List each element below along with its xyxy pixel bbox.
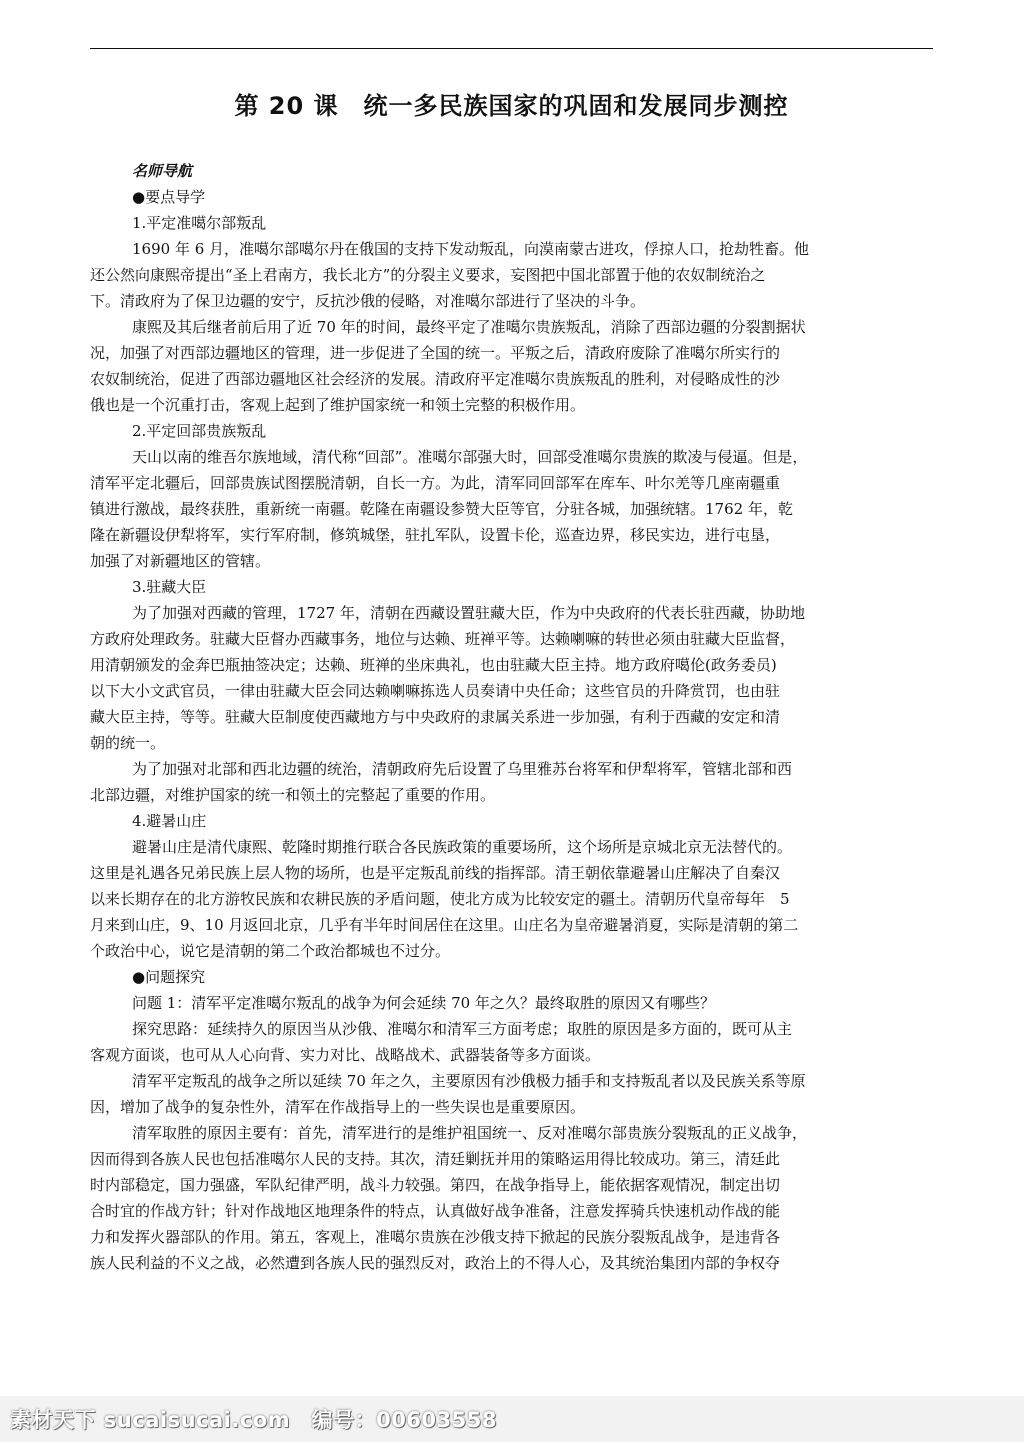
- paragraph-line: 下。清政府为了保卫边疆的安宁，反抗沙俄的侵略，对准噶尔部进行了坚决的斗争。: [90, 292, 646, 310]
- paragraph-line: 俄也是一个沉重打击，客观上起到了维护国家统一和领土完整的积极作用。: [90, 396, 586, 414]
- section-heading: 3.驻藏大臣: [132, 578, 207, 596]
- document-body: [90, 158, 935, 1276]
- paragraph-line: 康熙及其后继者前后用了近 70 年的时间，最终平定了准噶尔贵族叛乱，消除了西部边疆的分裂割据状: [132, 318, 806, 336]
- paragraph-line: 方政府处理政务。驻藏大臣督办西藏事务，地位与达赖、班禅平等。达赖喇嘛的转世必须由驻藏大臣监督，: [90, 630, 796, 648]
- watermark-text: 素材天下 sucaisucai.com 编号：00603558: [10, 1408, 497, 1432]
- paragraph-line: 清军平定北疆后，回部贵族试图摆脱清朝，自长一方。为此，清军同回部军在库车、叶尔羌等几座南疆重: [90, 474, 781, 492]
- bullet-heading: ●要点导学: [132, 188, 206, 206]
- paragraph-line: 合时宜的作战方针；针对作战地区地理条件的特点，认真做好战争准备，注意发挥骑兵快速机动作战的能: [90, 1202, 781, 1220]
- paragraph-line: 镇进行激战，最终获胜，重新统一南疆。乾隆在南疆设参赞大臣等官，分驻各城，加强统辖。1762 年，乾: [90, 500, 793, 518]
- paragraph-line: 月来到山庄，9、10 月返回北京，几乎有半年时间居住在这里。山庄名为皇帝避暑消夏，实际是清朝的第二: [90, 916, 799, 934]
- paragraph-line: 用清朝颁发的金奔巴瓶抽签决定；达赖、班禅的坐床典礼，也由驻藏大臣主持。地方政府噶伦(政务委员): [90, 656, 777, 674]
- paragraph-line: 还公然向康熙帝提出“圣上君南方，我长北方”的分裂主义要求，妄图把中国北部置于他的农奴制统治之: [90, 266, 766, 284]
- paragraph-line: 因，增加了战争的复杂性外，清军在作战指导上的一些失误也是重要原因。: [90, 1098, 586, 1116]
- section-heading: 4.避暑山庄: [132, 812, 207, 830]
- paragraph-line: 北部边疆，对维护国家的统一和领土的完整起了重要的作用。: [90, 786, 496, 804]
- section-label: 名师导航: [132, 162, 193, 180]
- bullet-heading: ●问题探究: [132, 968, 206, 986]
- paragraph-line: 时内部稳定，国力强盛，军队纪律严明，战斗力较强。第四，在战争指导上，能依据客观情况，制定出切: [90, 1176, 781, 1194]
- paragraph-line: 这里是礼遇各兄弟民族上层人物的场所，也是平定叛乱前线的指挥部。清王朝依靠避暑山庄解决了自秦汉: [90, 864, 781, 882]
- paragraph-line: 力和发挥火器部队的作用。第五，客观上，准噶尔贵族在沙俄支持下掀起的民族分裂叛乱战争，是违背各: [90, 1228, 781, 1246]
- paragraph-line: 况，加强了对西部边疆地区的管理，进一步促进了全国的统一。平叛之后，清政府废除了准噶尔所实行的: [90, 344, 781, 362]
- paragraph-line: 因而得到各族人民也包括准噶尔人民的支持。其次，清廷剿抚并用的策略运用得比较成功。第三，清廷此: [90, 1150, 781, 1168]
- paragraph-line: 清军平定叛乱的战争之所以延续 70 年之久，主要原因有沙俄极力插手和支持叛乱者以及民族关系等原: [132, 1072, 806, 1090]
- question-line: 问题 1：清军平定准噶尔叛乱的战争为何会延续 70 年之久？最终取胜的原因又有哪些？: [132, 994, 715, 1012]
- paragraph-line: 为了加强对北部和西北边疆的统治，清朝政府先后设置了乌里雅苏台将军和伊犁将军，管辖北部和西: [132, 760, 793, 778]
- paragraph-line: 以来长期存在的北方游牧民族和农耕民族的矛盾问题，使北方成为比较安定的疆土。清朝历代皇帝每年 5: [90, 890, 790, 908]
- section-heading: 1.平定准噶尔部叛乱: [132, 214, 267, 232]
- page-title: 第 20 课 统一多民族国家的巩固和发展同步测控: [234, 92, 789, 120]
- paragraph-line: 族人民利益的不义之战，必然遭到各族人民的强烈反对，政治上的不得人心，及其统治集团内部的争权夺: [90, 1254, 781, 1272]
- paragraph-line: 农奴制统治，促进了西部边疆地区社会经济的发展。清政府平定准噶尔贵族叛乱的胜利，对侵略成性的沙: [90, 370, 781, 388]
- paragraph-line: 1690 年 6 月，准噶尔部噶尔丹在俄国的支持下发动叛乱，向漠南蒙古进攻，俘掠人口，抢劫牲畜。他: [132, 240, 810, 258]
- paragraph-line: 避暑山庄是清代康熙、乾隆时期推行联合各民族政策的重要场所，这个场所是京城北京无法替代的。: [132, 838, 793, 856]
- watermark-bar: [0, 1396, 1024, 1442]
- paragraph-line: 探究思路：延续持久的原因当从沙俄、准噶尔和清军三方面考虑；取胜的原因是多方面的，既可从主: [132, 1020, 793, 1038]
- top-rule: [90, 48, 933, 49]
- paragraph-line: 天山以南的维吾尔族地域，清代称“回部”。准噶尔部强大时，回部受准噶尔贵族的欺凌与侵逼。但是，: [132, 448, 808, 466]
- paragraph-line: 加强了对新疆地区的管辖。: [90, 552, 271, 570]
- section-heading: 2.平定回部贵族叛乱: [132, 422, 267, 440]
- paragraph-line: 朝的统一。: [90, 734, 166, 752]
- paragraph-line: 为了加强对西藏的管理，1727 年，清朝在西藏设置驻藏大臣，作为中央政府的代表长驻西藏，协助地: [132, 604, 805, 622]
- paragraph-line: 清军取胜的原因主要有：首先，清军进行的是维护祖国统一、反对准噶尔部贵族分裂叛乱的正义战争，: [132, 1124, 808, 1142]
- paragraph-line: 以下大小文武官员，一律由驻藏大臣会同达赖喇嘛拣选人员奏请中央任命；这些官员的升降赏罚，也由驻: [90, 682, 781, 700]
- paragraph-line: 藏大臣主持，等等。驻藏大臣制度使西藏地方与中央政府的隶属关系进一步加强，有利于西藏的安定和清: [90, 708, 781, 726]
- paragraph-line: 隆在新疆设伊犁将军，实行军府制，修筑城堡，驻扎军队，设置卡伦，巡查边界，移民实边，进行屯垦，: [90, 526, 781, 544]
- paragraph-line: 客观方面谈，也可从人心向背、实力对比、战略战术、武器装备等多方面谈。: [90, 1046, 601, 1064]
- paragraph-line: 个政治中心，说它是清朝的第二个政治都城也不过分。: [90, 942, 451, 960]
